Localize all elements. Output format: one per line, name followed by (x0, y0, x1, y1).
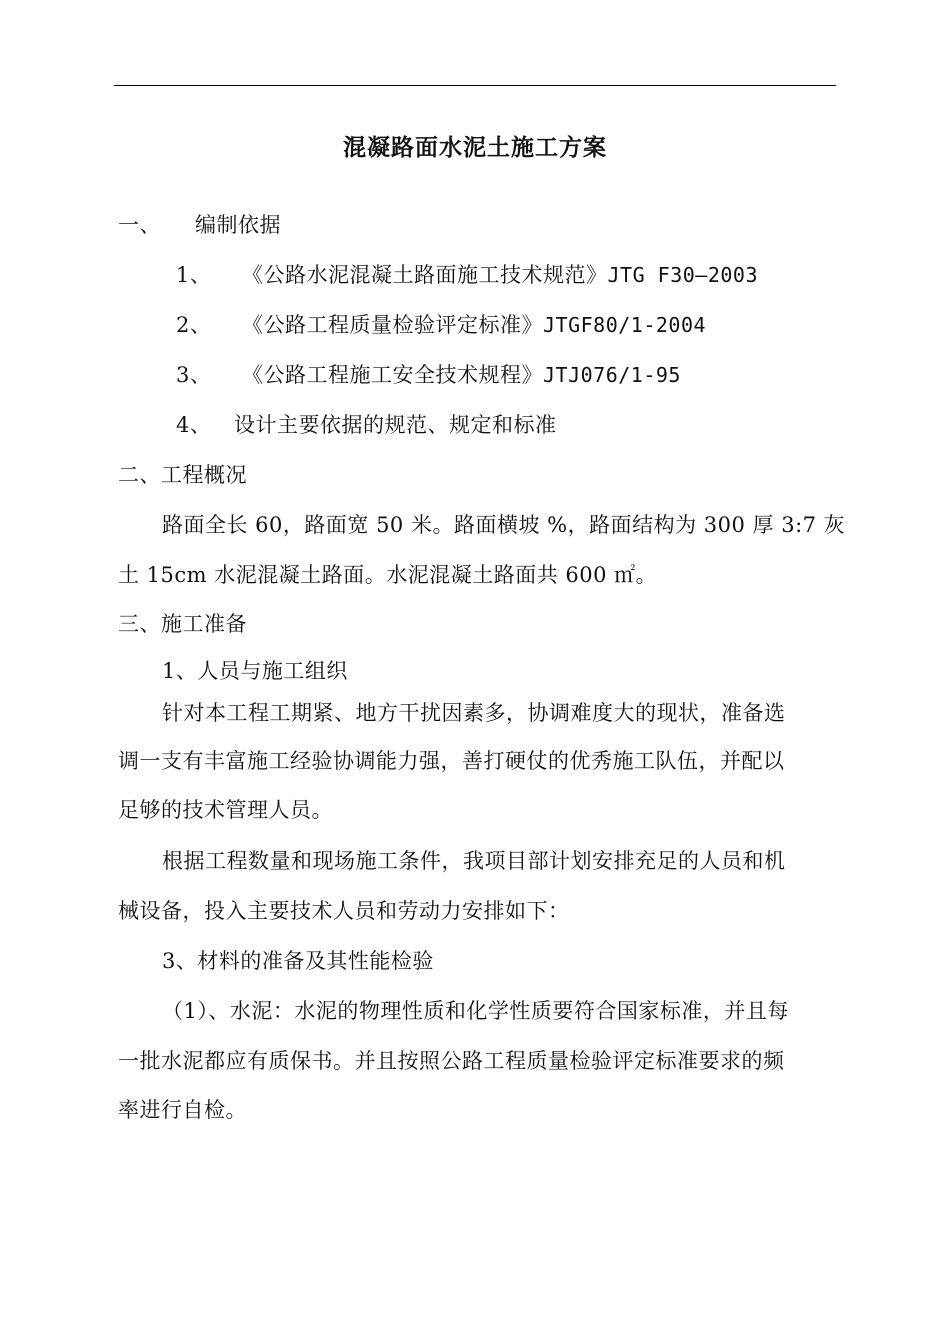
overview-paragraph-line-1: 路面全长 60，路面宽 50 米。路面横坡 %，路面结构为 300 厚 3:7 灰 (162, 513, 846, 537)
reference-item-4-text: 设计主要依据的规范、规定和标准 (234, 413, 557, 437)
section-2-heading: 二、工程概况 (118, 463, 247, 487)
personnel-paragraph-line-1: 针对本工程工期紧、地方干扰因素多，协调难度大的现状，准备选 (162, 701, 786, 725)
overview-paragraph-line-2: 土 15cm 水泥混凝土路面。水泥混凝土路面共 600 ㎡。 (118, 563, 658, 587)
reference-item-1-number: 1、 (176, 263, 212, 287)
reference-item-4-number: 4、 (176, 413, 212, 437)
reference-item-2-code: JTGF80/1-2004 (543, 313, 707, 337)
reference-item-3-number: 3、 (176, 363, 212, 387)
personnel-paragraph-line-3: 足够的技术管理人员。 (118, 798, 333, 822)
section-1-number: 一、 (118, 213, 161, 237)
reference-item-2 (176, 310, 706, 340)
section-1-title: 编制依据 (195, 213, 281, 237)
subsection-1-heading: 1、人员与施工组织 (162, 659, 348, 683)
reference-item-1-code: JTG F30—2003 (607, 263, 758, 287)
header-rule (114, 85, 836, 86)
section-1-heading (118, 210, 281, 240)
reference-item-2-text: 《公路工程质量检验评定标准》 (242, 313, 543, 337)
resources-paragraph-line-1: 根据工程数量和现场施工条件，我项目部计划安排充足的人员和机 (162, 849, 786, 873)
cement-paragraph-line-2: 一批水泥都应有质保书。并且按照公路工程质量检验评定标准要求的频 (118, 1049, 785, 1073)
reference-item-3 (176, 360, 681, 390)
reference-item-2-number: 2、 (176, 313, 212, 337)
subsection-3-heading: 3、材料的准备及其性能检验 (162, 949, 434, 973)
reference-item-1-text: 《公路水泥混凝土路面施工技术规范》 (242, 263, 608, 287)
reference-item-1 (176, 260, 758, 290)
cement-paragraph-line-1: （1）、水泥：水泥的物理性质和化学性质要符合国家标准，并且每 (162, 999, 789, 1023)
reference-item-3-text: 《公路工程施工安全技术规程》 (242, 363, 543, 387)
reference-item-3-code: JTJ076/1-95 (543, 363, 681, 387)
personnel-paragraph-line-2: 调一支有丰富施工经验协调能力强，善打硬仗的优秀施工队伍，并配以 (118, 749, 785, 773)
reference-item-4 (176, 410, 557, 440)
document-title: 混凝路面水泥土施工方案 (343, 135, 607, 161)
section-3-heading: 三、施工准备 (118, 612, 247, 636)
cement-paragraph-line-3: 率进行自检。 (118, 1098, 247, 1122)
resources-paragraph-line-2: 械设备，投入主要技术人员和劳动力安排如下： (118, 899, 570, 923)
